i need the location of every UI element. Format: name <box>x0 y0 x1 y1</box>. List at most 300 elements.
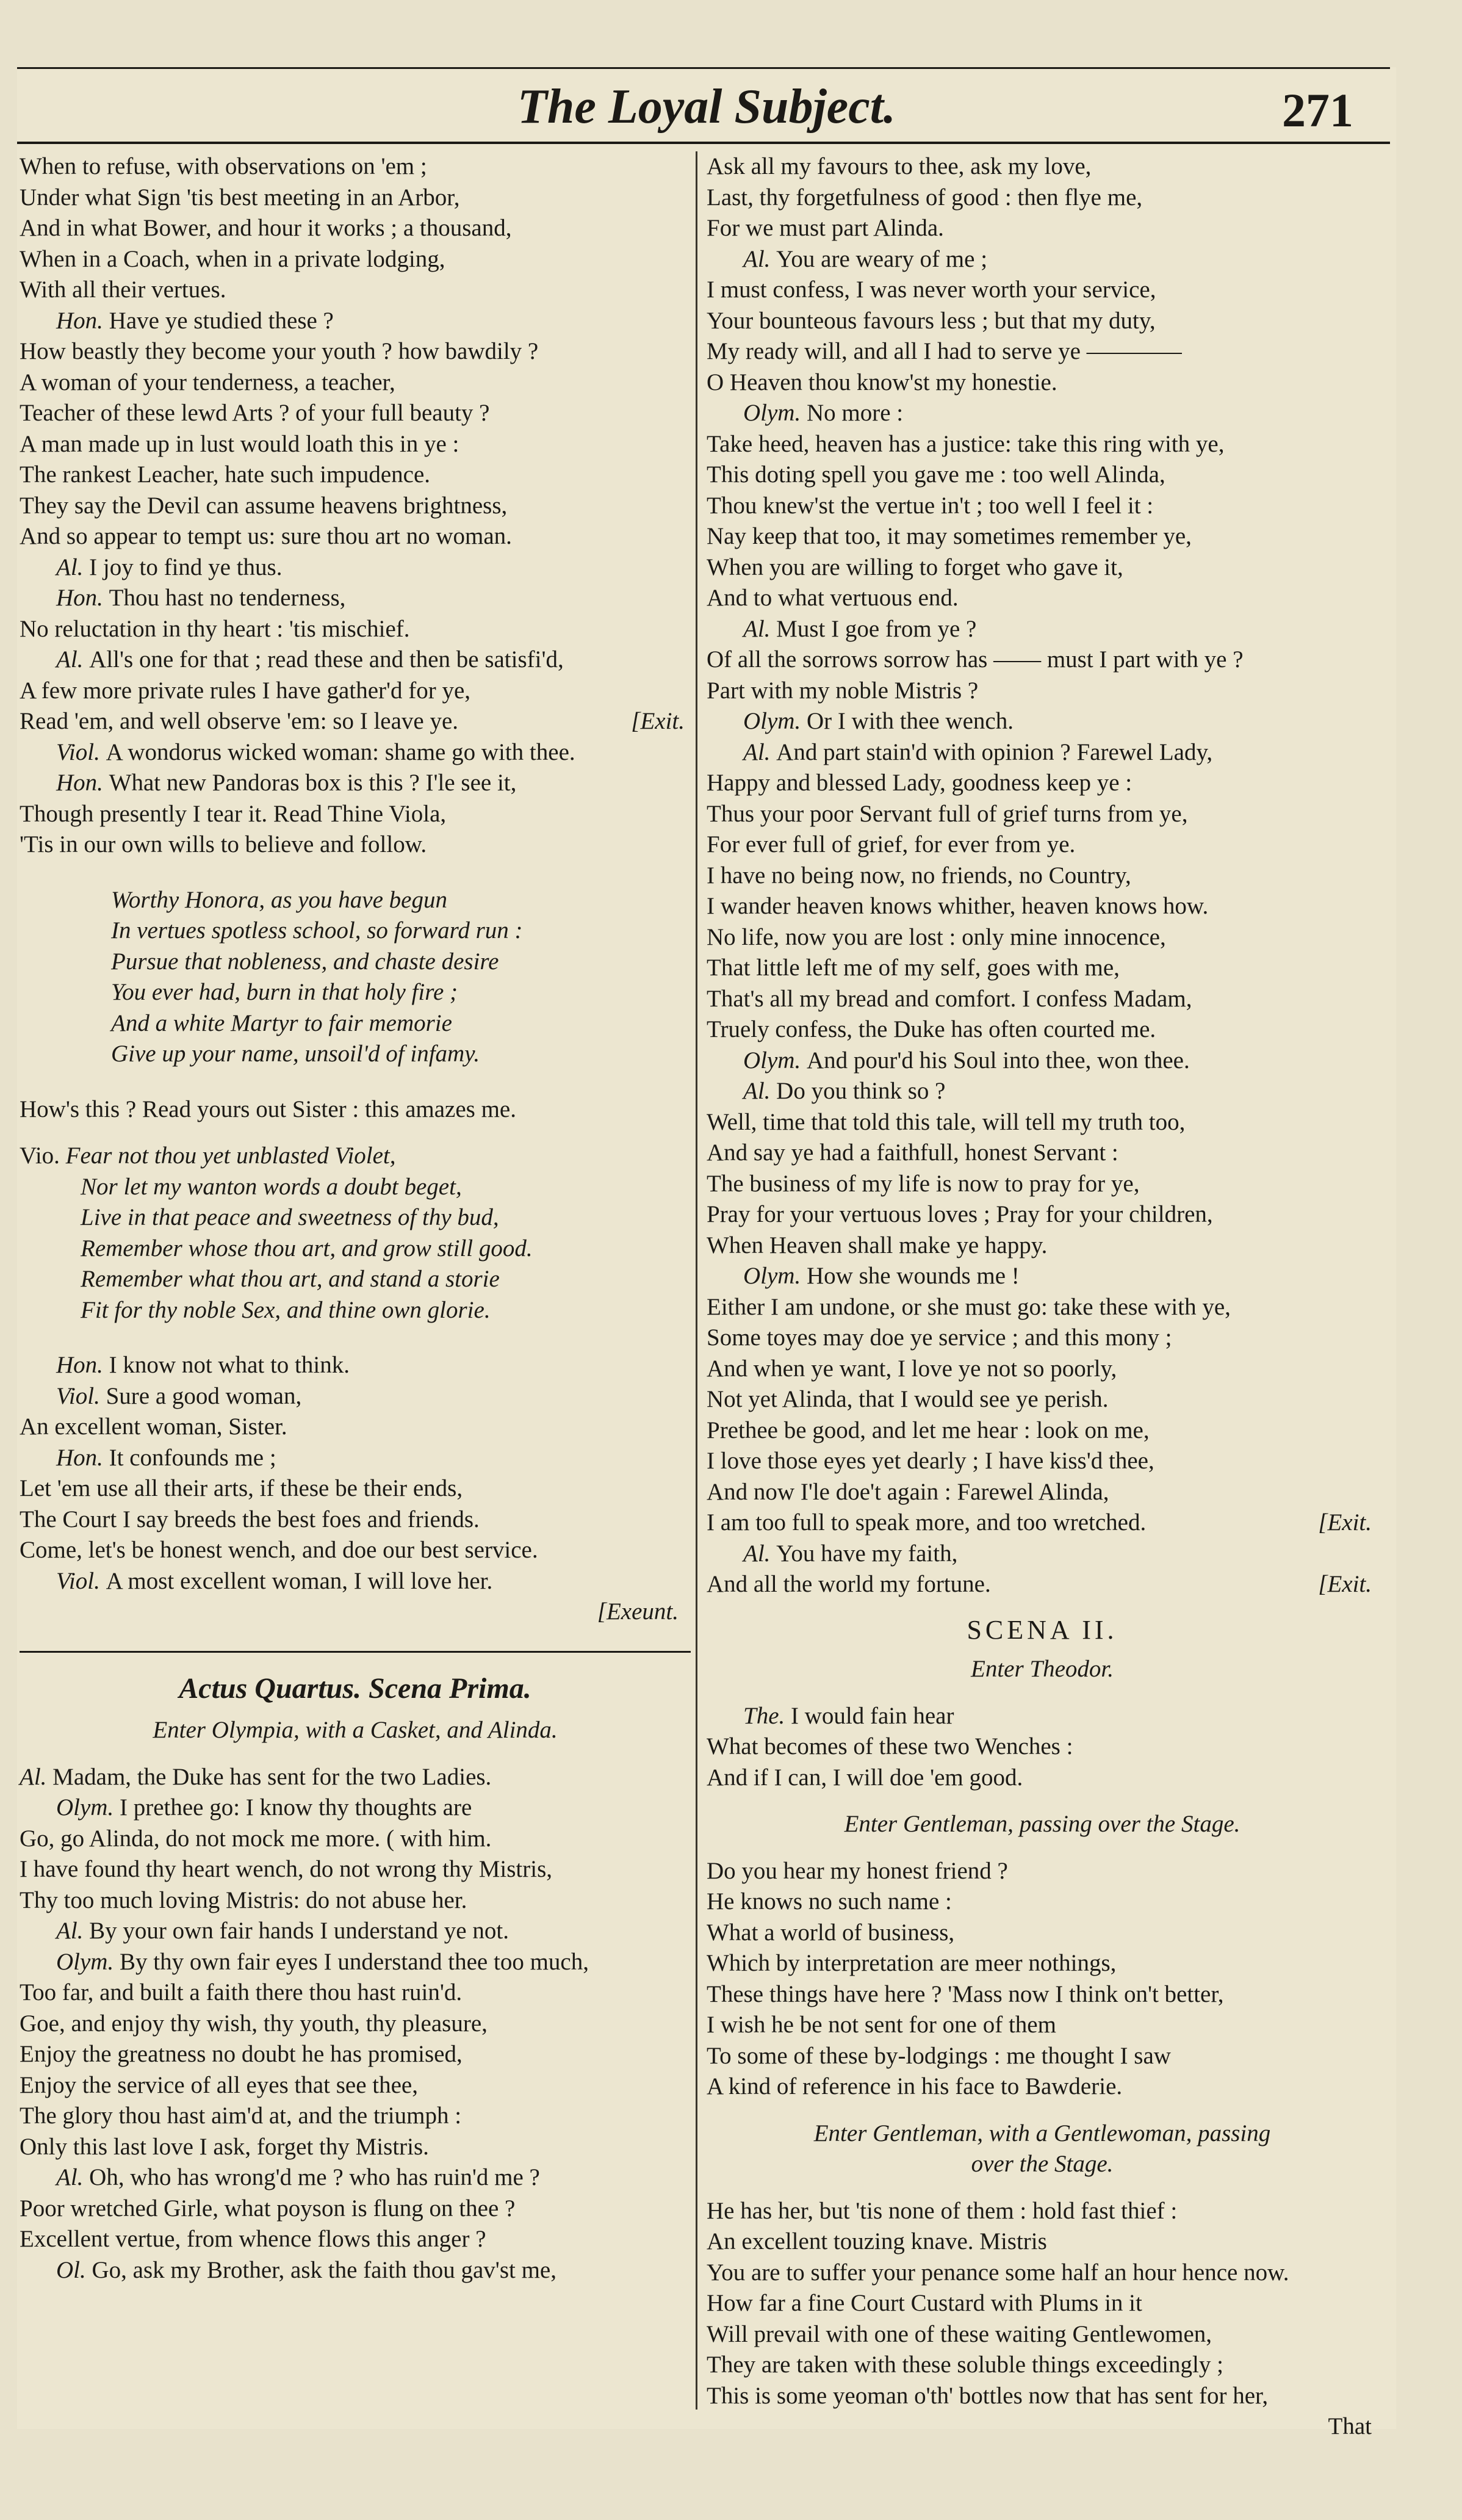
verse-line <box>707 1230 1378 1262</box>
letter-verse-line <box>20 1233 691 1265</box>
verse-line <box>20 1947 691 1978</box>
line-text: Thou hast no tenderness, <box>109 585 346 611</box>
line-text: I am too full to speak more, and too wretched. <box>707 1509 1147 1536</box>
spacer <box>20 861 691 885</box>
line-text: Nor let my wanton words a doubt beget, <box>81 1173 462 1200</box>
speaker-label: Viol. <box>56 738 106 765</box>
verse-line <box>707 429 1378 460</box>
verse-line <box>20 1854 691 1885</box>
verse-line <box>707 1323 1378 1354</box>
line-text: Well, time that told this tale, will tell my truth too, <box>707 1108 1186 1135</box>
speaker-label: Olym. <box>56 1794 120 1821</box>
verse-line <box>707 1354 1378 1385</box>
speaker-label: Viol. <box>56 1567 106 1594</box>
verse-line <box>707 1731 1378 1763</box>
line-text: I prethee go: I know thy thoughts are <box>119 1794 472 1821</box>
line-text: I wander heaven knows whither, heaven knows how. <box>707 893 1209 919</box>
line-text: My ready will, and all I had to serve ye ———— <box>707 338 1182 364</box>
line-text: Do you hear my honest friend ? <box>707 1857 1008 1884</box>
verse-line <box>707 2288 1378 2319</box>
letter-verse-line <box>20 1264 691 1295</box>
line-text: When you are willing to forget who gave it, <box>707 554 1123 580</box>
verse-line <box>707 1446 1378 1477</box>
line-text: How far a fine Court Custard with Plums in it <box>707 2290 1142 2316</box>
verse-line <box>707 151 1378 182</box>
verse-line <box>707 1199 1378 1230</box>
speaker-label: Al. <box>56 646 90 673</box>
line-text: Go, go Alinda, do not mock me more. ( with him. <box>20 1825 492 1852</box>
line-text: By your own fair hands I understand ye not. <box>89 1918 509 1944</box>
speaker-label: Olym. <box>56 1948 120 1975</box>
line-text: A man made up in lust would loath this in ye : <box>20 430 459 457</box>
verse-line <box>707 2258 1378 2289</box>
line-text: I love those eyes yet dearly ; I have kiss'd thee, <box>707 1448 1154 1474</box>
stage-direction: Enter Gentleman, with a Gentlewoman, passing <box>813 2120 1271 2146</box>
verse-line <box>707 737 1378 768</box>
verse-line <box>20 2070 691 2101</box>
verse-line <box>20 1793 691 1824</box>
verse-line <box>707 1701 1378 1732</box>
speaker-label: Olym. <box>743 400 807 426</box>
verse-line <box>20 1412 691 1443</box>
speaker-label: Vio. <box>20 1143 66 1169</box>
verse-line <box>20 1473 691 1504</box>
verse-line <box>20 1824 691 1855</box>
verse-line <box>20 2255 691 2286</box>
verse-line <box>20 1977 691 2009</box>
verse-line <box>707 1014 1378 1045</box>
verse-line <box>707 1261 1378 1292</box>
verse-line <box>707 2010 1378 2041</box>
speaker-label: Ol. <box>56 2256 92 2283</box>
verse-line <box>20 1350 691 1381</box>
verse-line <box>707 829 1378 861</box>
speaker-label: Hon. <box>56 1352 109 1378</box>
verse-line <box>20 1885 691 1916</box>
line-text: I joy to find ye thus. <box>89 554 283 580</box>
line-text: The rankest Leacher, hate such impudence. <box>20 461 431 488</box>
letter-verse-line: Worthy Honora, as you have begun <box>111 886 447 913</box>
verse-line <box>707 2041 1378 2072</box>
verse-line <box>20 367 691 399</box>
line-text: Though presently I tear it. Read Thine Viola, <box>20 800 447 827</box>
line-text: A woman of your tenderness, a teacher, <box>20 369 395 395</box>
line-text: No life, now you are lost : only mine innocence, <box>707 923 1166 950</box>
line-text: How she wounds me ! <box>806 1263 1020 1289</box>
line-text: Oh, who has wrong'd me ? who has ruin'd me ? <box>89 2164 540 2190</box>
letter-verse-line: Give up your name, unsoil'd of infamy. <box>111 1041 480 1067</box>
speaker-label: Viol. <box>56 1382 106 1409</box>
line-text: When to refuse, with observations on 'em ; <box>20 153 427 179</box>
verse-line <box>707 984 1378 1015</box>
speaker-label: Al. <box>743 1078 777 1104</box>
speaker-label: Al. <box>743 1540 777 1567</box>
line-text: Go, ask my Brother, ask the faith thou gav'st me, <box>92 2256 556 2283</box>
line-text: And say ye had a faithfull, honest Servant : <box>707 1139 1118 1166</box>
verse-line <box>20 275 691 306</box>
line-text: For ever full of grief, for ever from ye. <box>707 831 1076 857</box>
letter-verse-line <box>20 1202 691 1233</box>
speaker-label: Olym. <box>743 1047 807 1074</box>
verse-line <box>20 706 691 737</box>
verse-line <box>707 398 1378 429</box>
line-text: Happy and blessed Lady, goodness keep ye : <box>707 770 1133 796</box>
line-text: Prethee be good, and let me hear : look on me, <box>707 1417 1150 1443</box>
line-text: A most excellent woman, I will love her. <box>106 1567 493 1594</box>
line-text: Which by interpretation are meer nothings, <box>707 1950 1117 1976</box>
verse-line <box>707 583 1378 614</box>
line-text: An excellent woman, Sister. <box>20 1413 287 1440</box>
stage-direction: over the Stage. <box>971 2151 1114 2177</box>
verse-line <box>707 1169 1378 1200</box>
speaker-label: Hon. <box>56 770 109 796</box>
verse-line <box>707 614 1378 645</box>
line-text: For we must part Alinda. <box>707 215 944 241</box>
line-text: And to what vertuous end. <box>707 585 959 611</box>
line-text: And when ye want, I love ye not so poorly, <box>707 1355 1117 1382</box>
line-text: Truely confess, the Duke has often courted me. <box>707 1016 1156 1042</box>
line-text: Poor wretched Girle, what poyson is flung on thee ? <box>20 2195 516 2222</box>
line-text: Come, let's be honest wench, and doe our best service. <box>20 1537 538 1563</box>
left-column <box>20 151 691 2286</box>
line-text: These things have here ? 'Mass now I think on't better, <box>707 1980 1224 2007</box>
line-text: Only this last love I ask, forget thy Mistris. <box>20 2133 429 2160</box>
verse-line <box>707 891 1378 922</box>
stage-direction: Enter Gentleman, passing over the Stage. <box>844 1811 1241 1837</box>
verse-line <box>20 244 691 275</box>
verse-line <box>707 1292 1378 1323</box>
line-text: Goe, and enjoy thy wish, thy youth, thy pleasure, <box>20 2010 488 2037</box>
line-text: And if I can, I will doe 'em good. <box>707 1764 1023 1791</box>
catchword: That <box>1328 2413 1372 2439</box>
verse-line <box>707 1948 1378 1979</box>
line-text: Read 'em, and well observe 'em: so I leave ye. <box>20 708 459 734</box>
line-text: It confounds me ; <box>109 1444 276 1471</box>
verse-line <box>20 2193 691 2225</box>
line-text: What new Pandoras box is this ? I'le see it, <box>109 770 517 796</box>
verse-line <box>20 1535 691 1566</box>
line-text: Your bounteous favours less ; but that my duty, <box>707 307 1156 334</box>
line-text: Excellent vertue, from whence flows this anger ? <box>20 2226 486 2252</box>
verse-line <box>20 737 691 768</box>
line-text: You have my faith, <box>776 1540 958 1567</box>
spacer <box>707 1840 1378 1856</box>
line-text: Not yet Alinda, that I would see ye perish. <box>707 1386 1109 1412</box>
verse-line: How's this ? Read yours out Sister : this amazes me. <box>20 1096 516 1122</box>
line-text: Enjoy the greatness no doubt he has promised, <box>20 2041 463 2067</box>
verse-line <box>20 644 691 676</box>
speaker-label: Olym. <box>743 708 807 734</box>
line-text: You are weary of me ; <box>776 245 988 272</box>
line-text: Enjoy the service of all eyes that see thee, <box>20 2071 418 2098</box>
column-divider <box>696 151 697 2410</box>
speaker-label: Hon. <box>56 1444 109 1471</box>
line-text: That little left me of my self, goes with me, <box>707 955 1120 981</box>
line-text: Let 'em use all their arts, if these be their ends, <box>20 1475 463 1501</box>
line-text: I have no being now, no friends, no Country, <box>707 862 1131 889</box>
speaker-label: Hon. <box>56 307 109 334</box>
line-text: O Heaven thou know'st my honestie. <box>707 369 1057 395</box>
letter-verse-line: In vertues spotless school, so forward run : <box>111 917 523 944</box>
verse-line <box>707 2226 1378 2258</box>
verse-line <box>707 1569 1378 1600</box>
line-text: A few more private rules I have gather'd for ye, <box>20 677 471 704</box>
line-text: No more : <box>806 400 904 426</box>
line-text: You are to suffer your penance some half an hour hence now. <box>707 2259 1289 2286</box>
verse-line <box>20 429 691 460</box>
line-text: I have found thy heart wench, do not wrong thy Mistris, <box>20 1856 553 1882</box>
verse-line <box>20 1762 691 1793</box>
line-text: Fit for thy noble Sex, and thine own glorie. <box>81 1296 491 1323</box>
verse-line <box>20 799 691 830</box>
verse-line <box>707 1979 1378 2010</box>
verse-line <box>707 922 1378 953</box>
speaker-label: Al. <box>20 1763 53 1790</box>
spacer <box>707 1685 1378 1701</box>
line-text: The glory thou hast aim'd at, and the triumph : <box>20 2103 462 2129</box>
spacer <box>707 2103 1378 2118</box>
line-text: Live in that peace and sweetness of thy bud, <box>81 1204 499 1230</box>
line-text: And so appear to tempt us: sure thou art no woman. <box>20 523 512 549</box>
line-text: With all their vertues. <box>20 276 226 303</box>
verse-line <box>20 614 691 645</box>
line-text: Last, thy forgetfulness of good : then flye me, <box>707 184 1143 211</box>
header-rule <box>17 142 1390 144</box>
verse-line <box>20 1443 691 1474</box>
verse-line <box>20 1381 691 1412</box>
stage-direction: Enter Olympia, with a Casket, and Alinda. <box>153 1717 558 1743</box>
verse-line <box>20 336 691 367</box>
line-text: Or I with thee wench. <box>806 708 1014 734</box>
speaker-label: Al. <box>743 738 777 765</box>
verse-line <box>707 491 1378 522</box>
line-text: This is some yeoman o'th' bottles now that has sent for her, <box>707 2382 1269 2409</box>
verse-line <box>707 521 1378 552</box>
line-text: Teacher of these lewd Arts ? of your full beauty ? <box>20 400 490 426</box>
line-text: Thy too much loving Mistris: do not abuse her. <box>20 1886 467 1913</box>
line-text: The business of my life is now to pray for ye, <box>707 1170 1140 1197</box>
verse-line <box>707 676 1378 707</box>
line-text: No reluctation in thy heart : 'tis mischief. <box>20 615 410 642</box>
stage-exit: [Exit. <box>631 708 685 734</box>
verse-line <box>707 2350 1378 2381</box>
speaker-label: Al. <box>56 2164 90 2190</box>
spacer <box>20 1746 691 1762</box>
line-text: The Court I say breeds the best foes and friends. <box>20 1506 480 1533</box>
verse-line <box>707 552 1378 583</box>
verse-line <box>707 275 1378 306</box>
verse-line <box>20 2224 691 2255</box>
verse-line <box>20 460 691 491</box>
spacer <box>20 1070 691 1094</box>
verse-line <box>707 306 1378 337</box>
verse-line <box>707 367 1378 399</box>
verse-line <box>20 2162 691 2193</box>
stage-exeunt: [Exeunt. <box>597 1598 679 1625</box>
line-text: All's one for that ; read these and then be satisfi'd, <box>89 646 564 673</box>
line-text: And in what Bower, and hour it works ; a thousand, <box>20 215 512 241</box>
line-text: And all the world my fortune. <box>707 1571 991 1597</box>
stage-exit: [Exit. <box>1318 1509 1372 1536</box>
line-text: And part stain'd with opinion ? Farewel Lady, <box>776 738 1213 765</box>
spacer <box>707 1793 1378 1809</box>
line-text: I know not what to think. <box>109 1352 350 1378</box>
verse-line <box>20 1566 691 1597</box>
line-text: He has her, but 'tis none of them : hold fast thief : <box>707 2197 1178 2224</box>
line-text: A wondorus wicked woman: shame go with thee. <box>106 738 575 765</box>
line-text: By thy own fair eyes I understand thee too much, <box>119 1948 589 1975</box>
speaker-label: Al. <box>743 615 777 642</box>
speaker-label: Hon. <box>56 585 109 611</box>
speaker-label: The. <box>743 1702 791 1729</box>
line-text: Will prevail with one of these waiting Gentlewomen, <box>707 2320 1212 2347</box>
speaker-label: Al. <box>743 245 777 272</box>
verse-line <box>707 2196 1378 2227</box>
verse-line <box>707 2319 1378 2350</box>
speaker-label: Al. <box>56 1918 90 1944</box>
spacer <box>707 2180 1378 2196</box>
verse-line <box>20 151 691 182</box>
verse-line <box>20 1916 691 1947</box>
line-text: This doting spell you gave me : too well Alinda, <box>707 461 1165 488</box>
line-text: Too far, and built a faith there thou hast ruin'd. <box>20 1979 463 2006</box>
verse-line <box>707 1138 1378 1169</box>
verse-line <box>707 1076 1378 1107</box>
line-text: Have ye studied these ? <box>109 307 334 334</box>
line-text: Sure a good woman, <box>106 1382 302 1409</box>
verse-line <box>707 460 1378 491</box>
verse-line <box>707 799 1378 830</box>
verse-line <box>707 1918 1378 1949</box>
page-number: 271 <box>1282 84 1353 137</box>
verse-line <box>707 644 1378 676</box>
speaker-label: Al. <box>56 554 90 580</box>
line-text: Of all the sorrows sorrow has —— must I part with ye ? <box>707 646 1244 673</box>
verse-line <box>707 244 1378 275</box>
verse-line <box>20 2009 691 2040</box>
verse-line <box>20 768 691 799</box>
verse-line <box>20 583 691 614</box>
line-text: And pour'd his Soul into thee, won thee. <box>806 1047 1190 1074</box>
verse-line <box>20 521 691 552</box>
verse-line <box>707 1107 1378 1138</box>
verse-line <box>20 306 691 337</box>
verse-line <box>20 398 691 429</box>
verse-line <box>707 1384 1378 1415</box>
verse-line <box>707 213 1378 244</box>
line-text: Must I goe from ye ? <box>776 615 977 642</box>
verse-line <box>707 1045 1378 1077</box>
line-text: I would fain hear <box>791 1702 954 1729</box>
line-text: Part with my noble Mistris ? <box>707 677 979 704</box>
verse-line <box>20 2039 691 2070</box>
verse-line <box>707 336 1378 367</box>
line-text: Either I am undone, or she must go: take these with ye, <box>707 1293 1231 1320</box>
letter-verse-line <box>20 1295 691 1326</box>
line-text: They say the Devil can assume heavens brightness, <box>20 492 508 519</box>
line-text: Do you think so ? <box>776 1078 946 1104</box>
verse-line <box>707 2071 1378 2103</box>
line-text: They are taken with these soluble things exceedingly ; <box>707 2352 1223 2378</box>
verse-line <box>707 1477 1378 1508</box>
line-text: When Heaven shall make ye happy. <box>707 1232 1048 1258</box>
verse-line <box>20 2101 691 2132</box>
verse-line <box>707 706 1378 737</box>
letter-verse-line <box>20 1172 691 1203</box>
letter-verse-line: You ever had, burn in that holy fire ; <box>111 979 458 1005</box>
line-text: Remember what thou art, and stand a storie <box>81 1266 500 1292</box>
verse-line <box>707 768 1378 799</box>
verse-line <box>20 676 691 707</box>
spacer <box>20 1326 691 1350</box>
line-text: How beastly they become your youth ? how bawdily ? <box>20 338 539 364</box>
verse-line <box>707 953 1378 984</box>
line-text: Pray for your vertuous loves ; Pray for your children, <box>707 1201 1213 1227</box>
letter-verse-line: Pursue that nobleness, and chaste desire <box>111 948 499 975</box>
line-text: He knows no such name : <box>707 1888 952 1915</box>
verse-line <box>707 182 1378 214</box>
speaker-label: Olym. <box>743 1263 807 1289</box>
verse-line <box>707 861 1378 892</box>
verse-line <box>20 552 691 583</box>
verse-line <box>20 2132 691 2163</box>
scene-heading: SCENA II. <box>967 1614 1118 1645</box>
verse-line <box>707 1856 1378 1887</box>
right-column <box>707 151 1378 2442</box>
line-text: To some of these by-lodgings : me thought I saw <box>707 2042 1171 2069</box>
stage-direction: Enter Theodor. <box>971 1656 1114 1682</box>
verse-line <box>707 1763 1378 1794</box>
line-text: Remember whose thou art, and grow still good. <box>81 1235 533 1262</box>
verse-line <box>707 1539 1378 1570</box>
verse-line <box>707 2381 1378 2412</box>
line-text: Fear not thou yet unblasted Violet, <box>65 1143 396 1169</box>
verse-line <box>20 829 691 861</box>
line-text: That's all my bread and comfort. I confess Madam, <box>707 985 1192 1012</box>
stage-exit: [Exit. <box>1318 1571 1372 1597</box>
verse-line <box>707 1415 1378 1446</box>
line-text: An excellent touzing knave. Mistris <box>707 2228 1047 2255</box>
line-text: Under what Sign 'tis best meeting in an Arbor, <box>20 184 460 211</box>
top-rule <box>17 67 1390 69</box>
line-text: Madam, the Duke has sent for the two Ladies. <box>52 1763 492 1790</box>
line-text: I wish he be not sent for one of them <box>707 2012 1056 2038</box>
line-text: Thus your poor Servant full of grief turns from ye, <box>707 800 1188 827</box>
verse-line <box>707 1507 1378 1539</box>
line-text: I must confess, I was never worth your service, <box>707 276 1156 303</box>
line-text: And now I'le doe't again : Farewel Alinda, <box>707 1478 1109 1505</box>
verse-line <box>707 1886 1378 1918</box>
letter-verse-line <box>20 1141 691 1172</box>
line-text: Ask all my favours to thee, ask my love, <box>707 153 1092 179</box>
line-text: 'Tis in our own wills to believe and follow. <box>20 831 427 857</box>
line-text: Take heed, heaven has a justice: take this ring with ye, <box>707 430 1225 457</box>
letter-verse-line: And a white Martyr to fair memorie <box>111 1009 452 1036</box>
line-text: What becomes of these two Wenches : <box>707 1733 1073 1760</box>
line-text: Nay keep that too, it may sometimes remember ye, <box>707 523 1192 549</box>
running-title: The Loyal Subject. <box>517 80 896 134</box>
verse-line <box>20 491 691 522</box>
section-rule <box>20 1651 691 1653</box>
act-heading: Actus Quartus. Scena Prima. <box>179 1672 531 1705</box>
line-text: A kind of reference in his face to Bawderie. <box>707 2073 1123 2099</box>
verse-line <box>20 213 691 244</box>
verse-line <box>20 1504 691 1536</box>
line-text: Some toyes may doe ye service ; and this mony ; <box>707 1324 1172 1351</box>
spacer <box>20 1125 691 1141</box>
line-text: When in a Coach, when in a private lodging, <box>20 245 445 272</box>
verse-line <box>20 182 691 214</box>
